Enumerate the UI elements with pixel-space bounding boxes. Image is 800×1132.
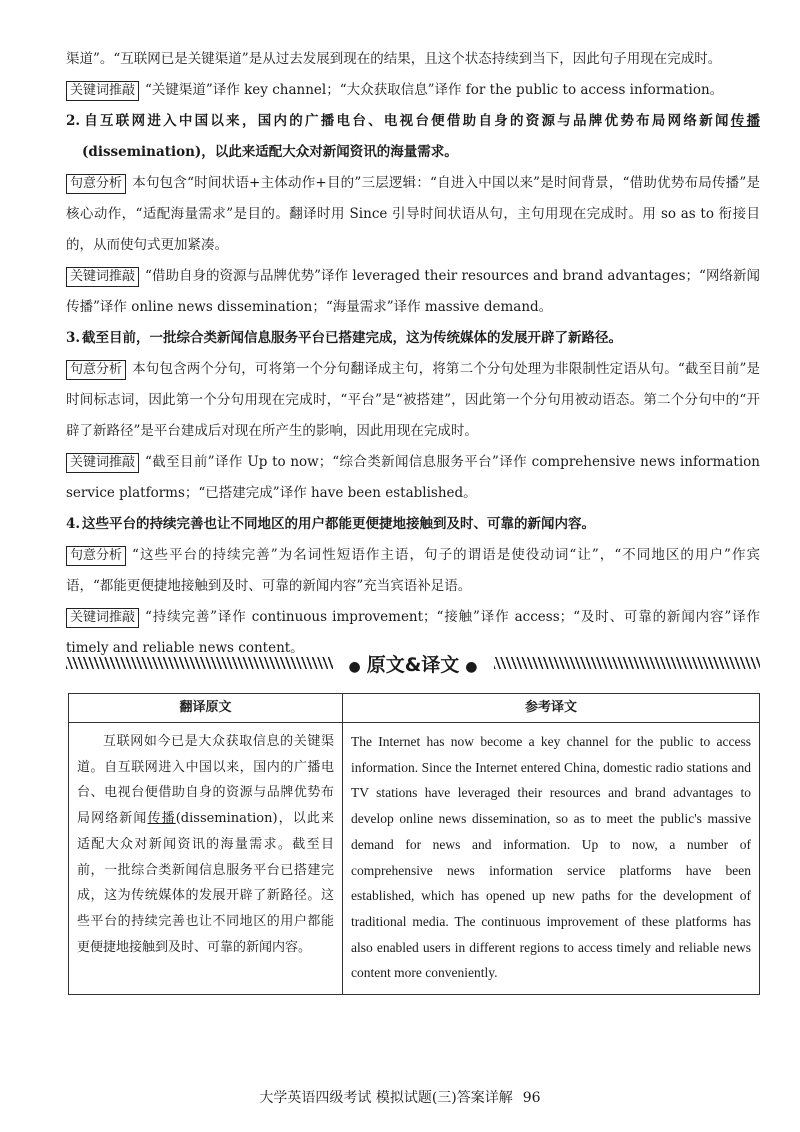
bullet-icon: ●: [348, 658, 361, 675]
hatch-decoration-right: [494, 657, 761, 669]
underlined-term: 传播: [730, 113, 761, 129]
question-text: 自互联网进入中国以来，国内的广播电台、电视台便借助自身的资源与品牌优势布局网络新闻: [82, 113, 731, 129]
keywords-text: “截至目前”译作 Up to now；“综合类新闻信息服务平台”译作 comprehensive news information service platforms；“已搭建完成”译作 have been established。: [66, 454, 760, 501]
table-row: [69, 723, 760, 995]
keywords-label: 关键词推敲: [66, 81, 139, 101]
keywords-note-1: [66, 75, 760, 106]
footer-title: 大学英语四级考试 模拟试题(三)答案详解: [259, 1090, 513, 1106]
page-footer: [0, 1087, 800, 1107]
keywords-note-3: [66, 447, 760, 509]
analysis-note-3: [66, 354, 760, 447]
keywords-label: 关键词推敲: [66, 453, 139, 473]
analysis-label: 句意分析: [66, 174, 126, 194]
banner-title: [333, 650, 494, 677]
analysis-label: 句意分析: [66, 546, 126, 566]
keywords-label: 关键词推敲: [66, 608, 139, 628]
source-text-a: 互联网如今已是大众获取信息的关键渠道。自互联网进入中国以来，国内的广播电台、电视台便借助自身的资源与品牌优势布局网络新闻: [77, 734, 334, 827]
keywords-text: “借助自身的资源与品牌优势”译作 leveraged their resources and brand advantages；“网络新闻传播”译作 online news dissemination；“海量需求”译作 massive demand。: [66, 268, 760, 315]
question-2: [66, 106, 761, 168]
analysis-label: 句意分析: [66, 360, 126, 380]
question-4: [66, 509, 760, 540]
question-number: 2.: [66, 113, 81, 129]
section-banner: [66, 648, 760, 678]
keywords-text: “持续完善”译作 continuous improvement；“接触”译作 access；“及时、可靠的新闻内容”译作 timely and reliable news content。: [66, 609, 760, 656]
keywords-text: “关键渠道”译作 key channel；“大众获取信息”译作 for the public to access information。: [145, 82, 724, 98]
question-text: 截至目前，一批综合类新闻信息服务平台已搭建完成，这为传统媒体的发展开辟了新路径。: [82, 330, 622, 346]
analysis-text: 本句包含“时间状语+主体动作+目的”三层逻辑：“自进入中国以来”是时间背景，“借助优势布局传播”是核心动作，“适配海量需求”是目的。翻译时用 Since 引导时间状语从句，主句用现在完成时。用 so as to 衔接目的，从而使句式更加紧凑。: [66, 175, 760, 253]
page-number: 96: [522, 1090, 541, 1106]
bullet-icon: ●: [465, 658, 478, 675]
header-translation: 参考译文: [343, 694, 760, 723]
continuation-paragraph: 渠道”。“互联网已是关键渠道”是从过去发展到现在的结果，且这个状态持续到当下，因此句子用现在完成时。: [66, 51, 722, 67]
source-cell: [69, 723, 343, 995]
analysis-note-4: [66, 540, 760, 602]
explanation-section: [66, 44, 760, 664]
source-text: [77, 729, 334, 960]
translation-text: The Internet has now become a key channel for the public to access information. Since the Internet entered China, domestic radio stations and TV stations have leveraged their resources and brand advantages to develop online news dissemination, so as to meet the public's massive demand for news and information. Up to now, a number of comprehensive news information service platforms have been established, which has opened up new paths for the development of traditional media. The continuous improvement of these platforms has also enabled users in different regions to access timely and reliable news content more conveniently.: [351, 734, 751, 981]
banner-title-text: 原文&译文: [366, 653, 460, 676]
question-text: 这些平台的持续完善也让不同地区的用户都能更便捷地接触到及时、可靠的新闻内容。: [82, 516, 595, 532]
question-number: 3.: [66, 330, 81, 346]
question-text-cont: (dissemination)，以此来适配大众对新闻资讯的海量需求。: [82, 144, 458, 160]
analysis-text: “这些平台的持续完善”为名词性短语作主语，句子的谓语是使役动词“让”，“不同地区的用户”作宾语，“都能更便捷地接触到及时、可靠的新闻内容”充当宾语补足语。: [66, 547, 760, 594]
underlined-term: 传播: [147, 811, 176, 827]
translation-table: [68, 693, 760, 995]
translation-cell: [343, 723, 760, 995]
analysis-note-2: [66, 168, 760, 261]
hatch-decoration-left: [66, 657, 333, 669]
source-text-b: (dissemination)，以此来适配大众对新闻资讯的海量需求。截至目前，一批综合类新闻信息服务平台已搭建完成，这为传统媒体的发展开辟了新路径。这些平台的持续完善也让不同地区的用户都能更便捷地接触到及时、可靠的新闻内容。: [77, 811, 334, 955]
table-header-row: [69, 694, 760, 723]
keywords-note-2: [66, 261, 760, 323]
question-3: [66, 323, 760, 354]
question-number: 4.: [66, 516, 81, 532]
keywords-label: 关键词推敲: [66, 267, 139, 287]
header-source: 翻译原文: [69, 694, 343, 723]
analysis-text: 本句包含两个分句，可将第一个分句翻译成主句，将第二个分句处理为非限制性定语从句。“截至目前”是时间标志词，因此第一个分句用现在完成时，“平台”是“被搭建”，因此第一个分句用被动语态。第二个分句中的“开辟了新路径”是平台建成后对现在所产生的影响，因此用现在完成时。: [66, 361, 760, 439]
